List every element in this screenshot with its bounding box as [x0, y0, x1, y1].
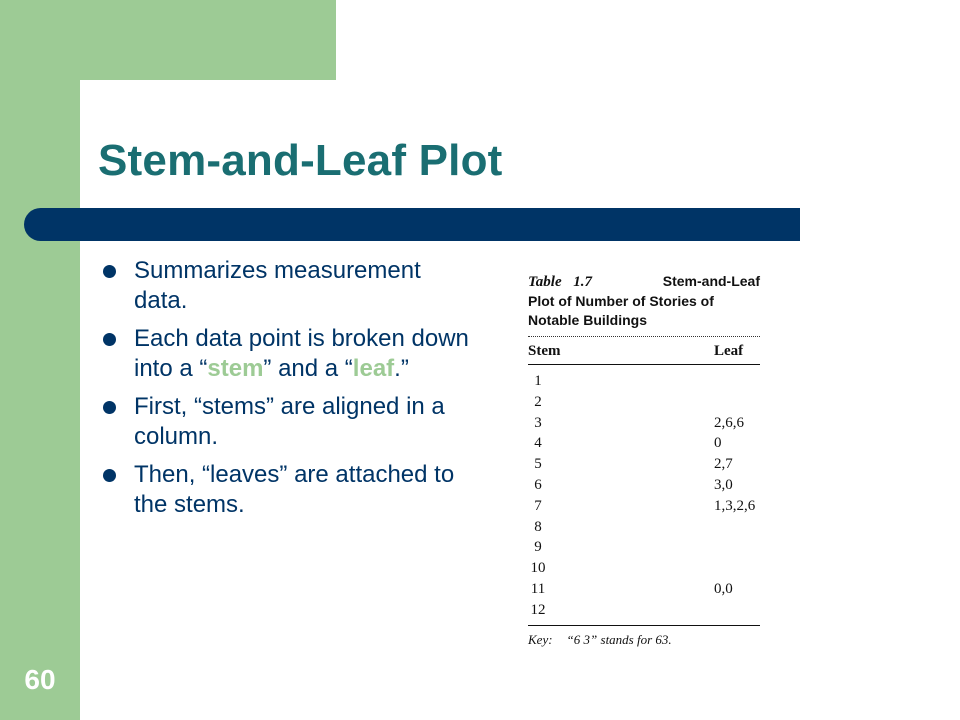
bullet-item: Then, “leaves” are attached to the stems.: [100, 460, 480, 520]
leaf-cell: [714, 371, 760, 392]
stem-cell: 10: [530, 560, 546, 577]
slide-title: Stem-and-Leaf Plot: [98, 136, 503, 185]
leaf-cell: 2,7: [714, 456, 733, 473]
stem-leaf-table: [528, 272, 760, 648]
stem-column-header: Stem: [528, 343, 561, 359]
table-row: [528, 413, 760, 434]
bullet-item: First, “stems” are aligned in a column.: [100, 392, 480, 452]
stem-cell: 12: [530, 601, 546, 618]
table-key: [528, 625, 760, 648]
stem-cell: 11: [530, 580, 546, 597]
top-green-band: [0, 0, 336, 80]
leaf-cell: 0,0: [714, 580, 733, 597]
bullet-item: Summarizes measurement data.: [100, 256, 480, 316]
caption-label: Table 1.7: [528, 274, 593, 290]
table-row: [528, 454, 760, 475]
key-text: “6 3” stands for 63.: [566, 631, 672, 647]
leaf-cell: [714, 392, 760, 413]
leaf-cell: 3,0: [714, 476, 733, 493]
leaf-cell: [714, 537, 760, 558]
bullet-text: ” and a “: [263, 355, 353, 382]
left-green-band: [0, 0, 80, 720]
stem-cell: 8: [534, 518, 542, 535]
leaf-cell: [714, 517, 760, 538]
stem-cell: 7: [534, 497, 542, 514]
table-row: [528, 600, 760, 621]
leaf-column-header: Leaf: [714, 343, 744, 359]
leaf-cell: 2,6,6: [714, 414, 744, 431]
table-header: [528, 337, 760, 365]
stem-cell: 3: [534, 414, 542, 431]
title-underline-bar: [24, 208, 800, 241]
table-row: [528, 433, 760, 454]
leaf-cell: [714, 558, 760, 579]
table-row: [528, 475, 760, 496]
bullet-text: .”: [394, 355, 409, 382]
stem-cell: 6: [534, 476, 542, 493]
stem-cell: 9: [534, 539, 542, 556]
table-row: [528, 558, 760, 579]
stem-cell: 2: [534, 393, 542, 410]
table-row: [528, 392, 760, 413]
key-label: Key:: [528, 631, 553, 647]
slide-number: 60: [24, 664, 56, 695]
caption-first-line: [528, 272, 760, 292]
leaf-cell: 1,3,2,6: [714, 497, 756, 514]
leaf-keyword: leaf: [352, 355, 395, 382]
table-body: [528, 365, 760, 621]
caption-line-3: Notable Buildings: [528, 312, 647, 328]
bullet-text: Each data point is broken down into a “: [134, 325, 469, 382]
caption-line-2: Plot of Number of Stories of: [528, 293, 714, 309]
table-row: [528, 517, 760, 538]
stem-cell: 4: [534, 435, 542, 452]
bullet-item: [100, 324, 480, 384]
table-row: [528, 371, 760, 392]
stem-keyword: stem: [207, 355, 264, 382]
table-caption: [528, 272, 760, 337]
caption-title-lead: Stem-and-Leaf: [662, 273, 760, 289]
table-row: [528, 579, 760, 600]
bullet-list: [100, 256, 480, 528]
leaf-cell: 0: [714, 435, 722, 452]
leaf-cell: [714, 600, 760, 621]
table-row: [528, 537, 760, 558]
table-row: [528, 496, 760, 517]
stem-cell: 5: [534, 456, 542, 473]
stem-cell: 1: [534, 373, 542, 389]
